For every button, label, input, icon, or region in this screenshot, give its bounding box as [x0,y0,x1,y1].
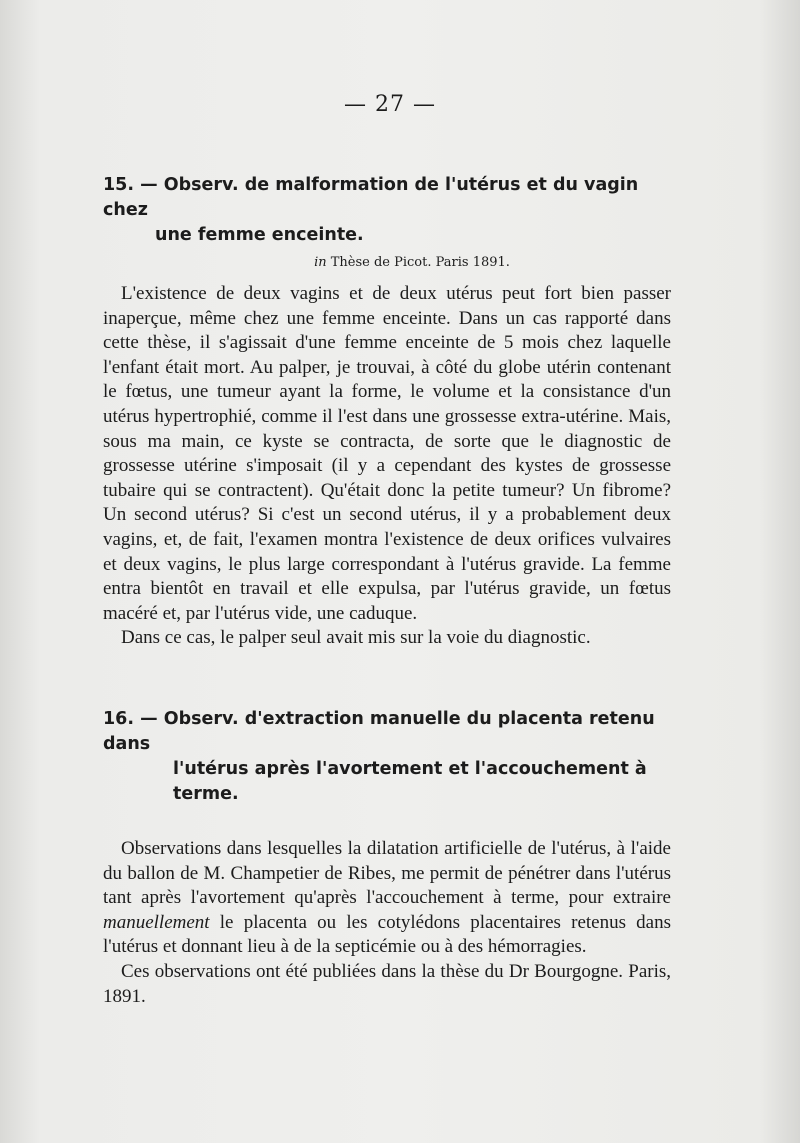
source-prefix: in [314,255,327,270]
section-16-paragraph-1 [103,837,671,960]
section-16-title-line1: Observ. d'extraction manuelle du placenta retenu dans [103,709,655,754]
page-number: — 27 — [344,92,436,117]
section-16-emphasis: manuellement [103,911,210,933]
section-15-title-line2: une femme enceinte. [155,225,364,245]
section-15-source [103,255,671,270]
section-15-title-line1: Observ. de malformation de l'utérus et du vagin chez [103,175,639,220]
source-text: Thèse de Picot. Paris 1891. [330,255,510,270]
section-16-paragraph-1-part-a: Observations dans lesquelles la dilatation artificielle de l'utérus, à l'aide du ballon de M. Champetier de Ribes, me permit de pénétrer dans l'utérus tant après l'avortement qu'après l'accouchement à terme, pour extraire [103,838,671,909]
section-16-paragraph-2: Ces observations ont été publiées dans la thèse du Dr Bourgogne. Paris, 1891. [103,960,671,1007]
section-15-paragraph-1: L'existence de deux vagins et de deux utérus peut fort bien passer inaperçue, même chez une femme enceinte. Dans un cas rapporté dans cette thèse, il s'agissait d'une femme enceinte de 5 mois chez laquelle l'enfant était mort. Au palper, je trouvai, à côté du globe utérin contenant le fœtus, une tumeur ayant la forme, le volume et la consistance d'un utérus hypertrophié, comme il l'est dans une grossesse extra-utérine. Mais, sous ma main, ce kyste se contracta, de sorte que le diagnostic de grossesse utérine s'imposait (il y a cependant des kystes de grossesse tubaire qui se contractent). Qu'était donc la petite tumeur? Un fibrome? Un second utérus? Si c'est un second utérus, il y a probablement deux vagins, et, de fait, l'examen montra l'existence de deux orifices vulvaires et deux vagins, le plus large correspondant à l'utérus gravide. La femme entra bientôt en travail et elle expulsa, par l'utérus gravide, un fœtus macéré et, par l'utérus vide, une caduque. [103,283,671,624]
section-16-paragraph-1-part-b: le placenta ou les cotylédons placentaires retenus dans l'utérus et donnant lieu à de la septicémie ou à des hémorragies. [103,911,672,958]
section-16-heading [103,707,671,807]
section-15-heading [103,173,671,248]
section-15-paragraph-2: Dans ce cas, le palper seul avait mis sur la voie du diagnostic. [121,627,591,649]
section-16-number: 16. — [103,709,158,729]
section-15 [103,173,671,651]
section-16 [103,707,671,1009]
section-15-number: 15. — [103,175,158,195]
section-16-title-line2: l'utérus après l'avortement et l'accouchement à terme. [173,759,647,804]
